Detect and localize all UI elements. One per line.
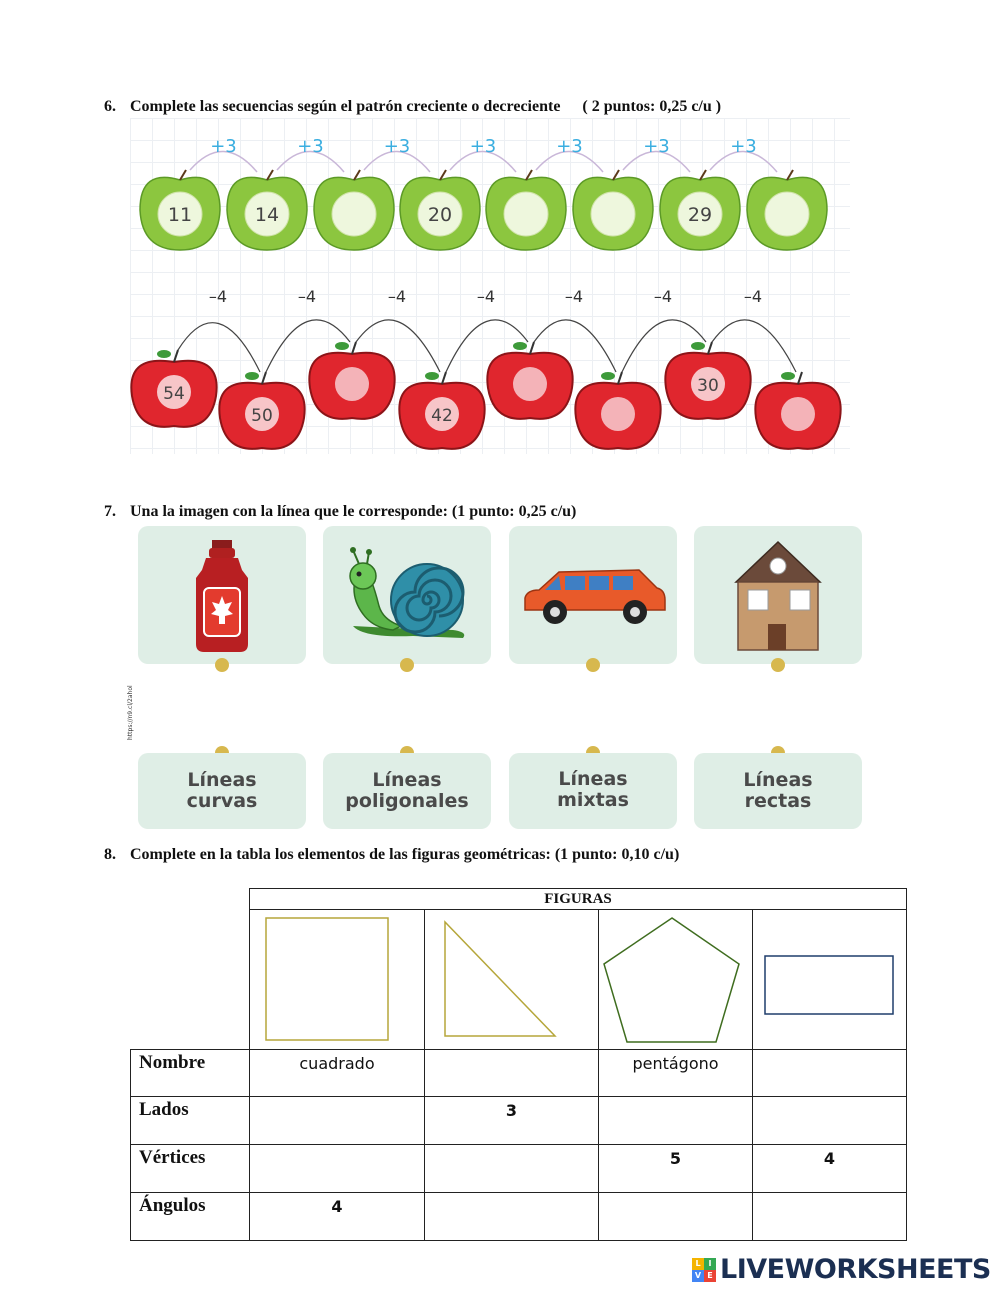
- syrup-bottle-icon: [138, 526, 306, 664]
- car-icon: [509, 526, 677, 664]
- green-number: 11: [167, 204, 193, 226]
- cell-vertices-1[interactable]: [250, 1145, 425, 1193]
- row-label-angulos: Ángulos: [131, 1193, 250, 1241]
- question-8-title: [104, 846, 679, 864]
- image-card-syrup: [138, 526, 306, 664]
- red-number: 42: [431, 406, 453, 426]
- apple-stem: [530, 342, 534, 354]
- snail-icon: [323, 526, 491, 664]
- green-answer-blank[interactable]: [591, 192, 635, 236]
- house-icon: [694, 526, 862, 664]
- green-number: 20: [427, 204, 453, 226]
- apple-stem: [262, 372, 266, 384]
- step-label: +3: [643, 136, 670, 157]
- label-line1: Líneas: [558, 768, 628, 790]
- cell-angulos-3[interactable]: [599, 1193, 753, 1241]
- apple-stem: [352, 342, 356, 354]
- red-number: 30: [697, 376, 719, 396]
- label-line1: Líneas: [372, 769, 442, 791]
- step-label: –4: [297, 287, 317, 306]
- pentagon-shape: [599, 910, 752, 1044]
- row-label-lados: Lados: [131, 1097, 250, 1145]
- match-dot-image-1[interactable]: [215, 658, 229, 672]
- apple-stem: [708, 342, 712, 354]
- cell-vertices-2[interactable]: [425, 1145, 599, 1193]
- logo-letter: L: [692, 1258, 704, 1270]
- match-dot-image-3[interactable]: [586, 658, 600, 672]
- label-line2: poligonales: [345, 790, 469, 812]
- apple-leaf: [781, 372, 795, 380]
- table-header: FIGURAS: [250, 889, 907, 910]
- question-number: 7.: [104, 503, 116, 520]
- red-answer-blank[interactable]: [781, 397, 815, 431]
- cell-vertices-4[interactable]: 4: [753, 1145, 907, 1193]
- label-card-curvas: [138, 753, 306, 829]
- match-dot-image-2[interactable]: [400, 658, 414, 672]
- cell-lados-2[interactable]: 3: [425, 1097, 599, 1145]
- green-answer-blank[interactable]: [332, 192, 376, 236]
- apple-stem: [442, 372, 446, 384]
- label-line1: Líneas: [187, 769, 257, 791]
- question-text: Complete en la tabla los elementos de las figuras geométricas: (1 punto: 0,10 c/u): [130, 846, 680, 863]
- step-label: –4: [653, 287, 673, 306]
- label-card-rectas: [694, 753, 862, 829]
- cell-angulos-2[interactable]: [425, 1193, 599, 1241]
- cell-nombre-2[interactable]: [425, 1050, 599, 1097]
- logo-mark-icon: [692, 1258, 716, 1282]
- shape-rectangle-cell: [753, 910, 907, 1050]
- green-number: 29: [687, 204, 713, 226]
- red-answer-blank[interactable]: [335, 367, 369, 401]
- question-text: Complete las secuencias según el patrón creciente o decreciente: [130, 98, 561, 115]
- match-dot-image-4[interactable]: [771, 658, 785, 672]
- cell-angulos-4[interactable]: [753, 1193, 907, 1241]
- label-line1: Líneas: [743, 769, 813, 791]
- cell-angulos-1[interactable]: 4: [250, 1193, 425, 1241]
- label-line2: curvas: [186, 790, 258, 812]
- cell-nombre-1[interactable]: cuadrado: [250, 1050, 425, 1097]
- logo-letter: I: [704, 1258, 716, 1270]
- triangle-shape: [425, 910, 598, 1044]
- step-label: –4: [743, 287, 763, 306]
- row-label-nombre: Nombre: [131, 1050, 250, 1097]
- shape-pentagon-cell: [599, 910, 753, 1050]
- step-label: –4: [564, 287, 584, 306]
- red-number: 54: [163, 384, 185, 404]
- green-answer-blank[interactable]: [504, 192, 548, 236]
- green-answer-blank[interactable]: [765, 192, 809, 236]
- question-number: 8.: [104, 846, 116, 863]
- cell-lados-4[interactable]: [753, 1097, 907, 1145]
- liveworksheets-logo: [692, 1254, 991, 1285]
- red-number: 50: [251, 406, 273, 426]
- step-label: –4: [476, 287, 496, 306]
- label-line2: mixtas: [557, 789, 629, 811]
- question-points: ( 2 puntos: 0,25 c/u ): [582, 98, 722, 115]
- cell-lados-1[interactable]: [250, 1097, 425, 1145]
- label-card-mixtas: [509, 753, 677, 829]
- apple-stem: [798, 372, 802, 384]
- label-card-poligonales: [323, 753, 491, 829]
- question-7-title: [104, 503, 576, 521]
- cell-lados-3[interactable]: [599, 1097, 753, 1145]
- apple-leaf: [691, 342, 705, 350]
- image-card-car: [509, 526, 677, 664]
- apple-leaf: [601, 372, 615, 380]
- green-number: 14: [254, 204, 280, 226]
- label-line2: rectas: [744, 790, 812, 812]
- figures-table: [130, 888, 907, 1241]
- row-label-vertices: Vértices: [131, 1145, 250, 1193]
- brand-name: LIVEWORKSHEETS: [720, 1254, 991, 1285]
- apple-stem: [618, 372, 622, 384]
- cell-nombre-3[interactable]: pentágono: [599, 1050, 753, 1097]
- step-label: +3: [469, 136, 497, 157]
- rectangle-shape: [753, 910, 906, 1044]
- question-text: Una la imagen con la línea que le corresponde: (1 punto: 0,25 c/u): [130, 503, 577, 520]
- sequence-drawing: [130, 118, 850, 454]
- apple-leaf: [425, 372, 439, 380]
- shape-triangle-cell: [425, 910, 599, 1050]
- step-label: +3: [210, 136, 237, 157]
- apple-stem: [174, 350, 178, 362]
- apple-leaf: [335, 342, 349, 350]
- sequence-exercise: [130, 118, 850, 454]
- step-label: +3: [383, 136, 411, 157]
- step-label: –4: [208, 287, 228, 306]
- question-6-title: [104, 98, 721, 116]
- apple-leaf: [245, 372, 259, 380]
- logo-letter: V: [692, 1270, 704, 1282]
- image-credit: https://n9.cl/2ahol: [127, 685, 134, 740]
- step-label: +3: [297, 136, 324, 157]
- logo-letter: E: [704, 1270, 716, 1282]
- cell-vertices-3[interactable]: 5: [599, 1145, 753, 1193]
- image-card-snail: [323, 526, 491, 664]
- apple-leaf: [513, 342, 527, 350]
- step-label: +3: [730, 136, 757, 157]
- shape-square-cell: [250, 910, 425, 1050]
- step-label: –4: [387, 287, 407, 306]
- question-number: 6.: [104, 98, 116, 115]
- image-card-house: [694, 526, 862, 664]
- square-shape: [250, 910, 424, 1044]
- cell-nombre-4[interactable]: [753, 1050, 907, 1097]
- red-answer-blank[interactable]: [601, 397, 635, 431]
- step-label: +3: [556, 136, 583, 157]
- table-corner: [131, 889, 250, 1050]
- apple-leaf: [157, 350, 171, 358]
- red-answer-blank[interactable]: [513, 367, 547, 401]
